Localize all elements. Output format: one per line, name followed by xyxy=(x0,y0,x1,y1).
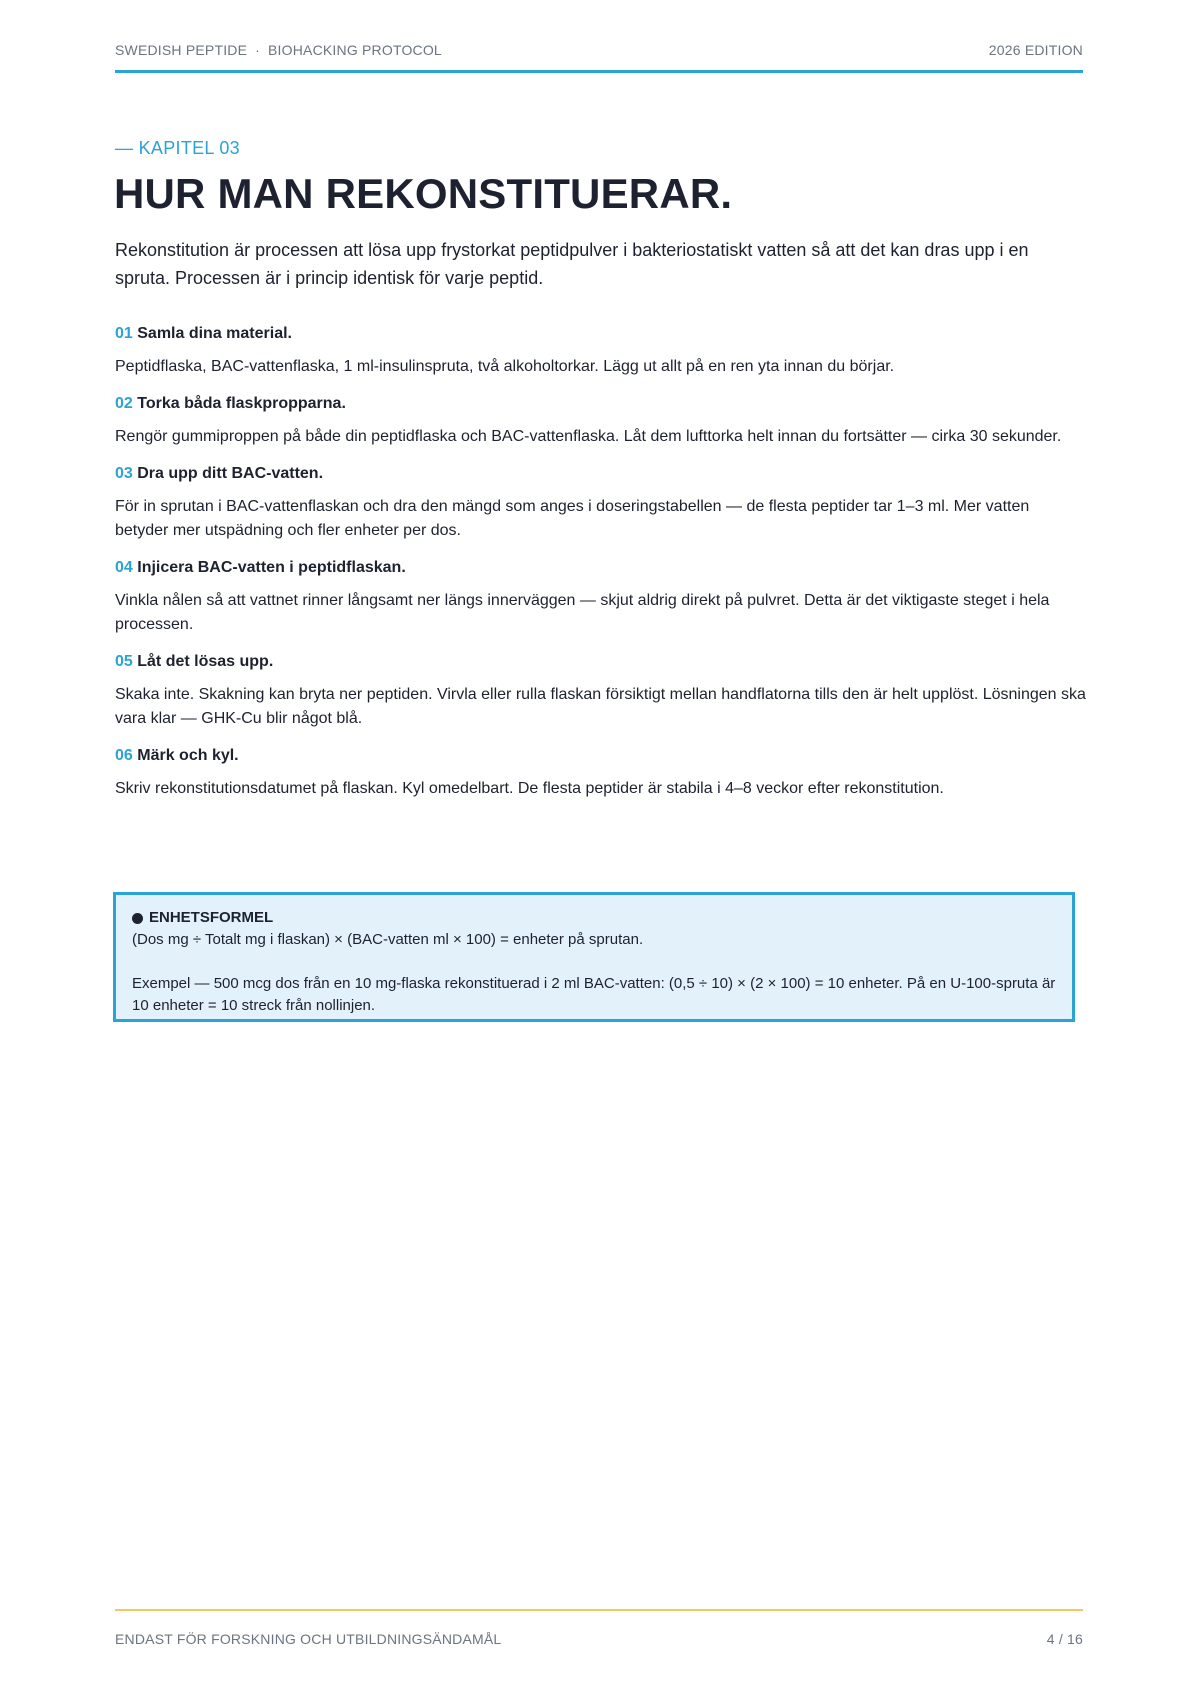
step-body: För in sprutan i BAC-vattenflaskan och dra den mängd som anges i doseringstabellen — de flesta peptider tar 1–3 ml. Mer vatten betyder mer utspädning och fler enheter per dos. xyxy=(115,498,1030,539)
step-number: 04 xyxy=(115,559,133,576)
step-title: Märk och kyl. xyxy=(137,747,239,764)
step-heading xyxy=(115,651,1087,673)
step-2 xyxy=(115,393,1087,449)
step-5 xyxy=(115,651,1087,731)
header-separator: · xyxy=(255,42,261,58)
header-brand: SWEDISH PEPTIDE xyxy=(115,42,248,58)
steps-list xyxy=(115,323,1087,815)
footer-disclaimer: ENDAST FÖR FORSKNING OCH UTBILDNINGSÄNDAMÅL xyxy=(115,1631,502,1647)
step-3 xyxy=(115,463,1087,543)
step-1 xyxy=(115,323,1087,379)
step-title: Dra upp ditt BAC-vatten. xyxy=(137,465,324,482)
dot-icon xyxy=(132,913,143,924)
step-title: Samla dina material. xyxy=(137,325,292,342)
page-footer xyxy=(115,1609,1083,1647)
step-4 xyxy=(115,557,1087,637)
step-number: 02 xyxy=(115,395,133,412)
callout-formula: (Dos mg ÷ Totalt mg i flaskan) × (BAC-vatten ml × 100) = enheter på sprutan. xyxy=(132,931,644,948)
step-body: Peptidflaska, BAC-vattenflaska, 1 ml-insulinspruta, två alkoholtorkar. Lägg ut allt på en ren yta innan du börjar. xyxy=(115,358,895,375)
step-number: 03 xyxy=(115,465,133,482)
header-section: BIOHACKING PROTOCOL xyxy=(268,42,442,58)
callout-title: ENHETSFORMEL xyxy=(149,909,274,926)
chapter-label: — KAPITEL 03 xyxy=(115,138,240,158)
page-header xyxy=(115,42,1083,73)
step-number: 06 xyxy=(115,747,133,764)
page-title: HUR MAN REKONSTITUERAR. xyxy=(114,170,733,217)
step-heading xyxy=(115,463,1087,485)
step-title: Låt det lösas upp. xyxy=(137,653,274,670)
step-body: Rengör gummiproppen på både din peptidflaska och BAC-vattenflaska. Låt dem lufttorka helt innan du fortsätter — cirka 30 sekunder. xyxy=(115,428,1062,445)
header-edition: 2026 EDITION xyxy=(988,42,1083,58)
callout-heading xyxy=(132,907,1056,929)
header-left xyxy=(115,42,442,58)
step-heading xyxy=(115,323,1087,345)
step-heading xyxy=(115,393,1087,415)
intro-paragraph: Rekonstitution är processen att lösa upp frystorkat peptidpulver i bakteriostatiskt vatten så att det kan dras upp i en spruta. Processen är i princip identisk för varje peptid. xyxy=(115,240,1029,288)
step-heading xyxy=(115,557,1087,579)
step-title: Torka båda flaskpropparna. xyxy=(137,395,346,412)
step-body: Skaka inte. Skakning kan bryta ner peptiden. Virvla eller rulla flaskan försiktigt mellan handflatorna tills den är helt upplöst. Lösningen ska vara klar — GHK-Cu blir något blå. xyxy=(115,686,1086,727)
callout-example: Exempel — 500 mcg dos från en 10 mg-flaska rekonstituerad i 2 ml BAC-vatten: (0,5 ÷ 10) × (2 × 100) = 10 enheter. På en U-100-spruta är 10 enheter = 10 streck från nollinjen. xyxy=(132,975,1056,1014)
step-heading xyxy=(115,745,1087,767)
page-number: 4 / 16 xyxy=(1046,1631,1083,1647)
step-title: Injicera BAC-vatten i peptidflaskan. xyxy=(137,559,406,576)
step-6 xyxy=(115,745,1087,801)
step-number: 01 xyxy=(115,325,133,342)
step-body: Vinkla nålen så att vattnet rinner långsamt ner längs innerväggen — skjut aldrig direkt på pulvret. Detta är det viktigaste steget i hela processen. xyxy=(115,592,1050,633)
step-body: Skriv rekonstitutionsdatumet på flaskan. Kyl omedelbart. De flesta peptider är stabila i 4–8 veckor efter rekonstitution. xyxy=(115,780,944,797)
unit-formula-callout xyxy=(113,892,1075,1022)
step-number: 05 xyxy=(115,653,133,670)
